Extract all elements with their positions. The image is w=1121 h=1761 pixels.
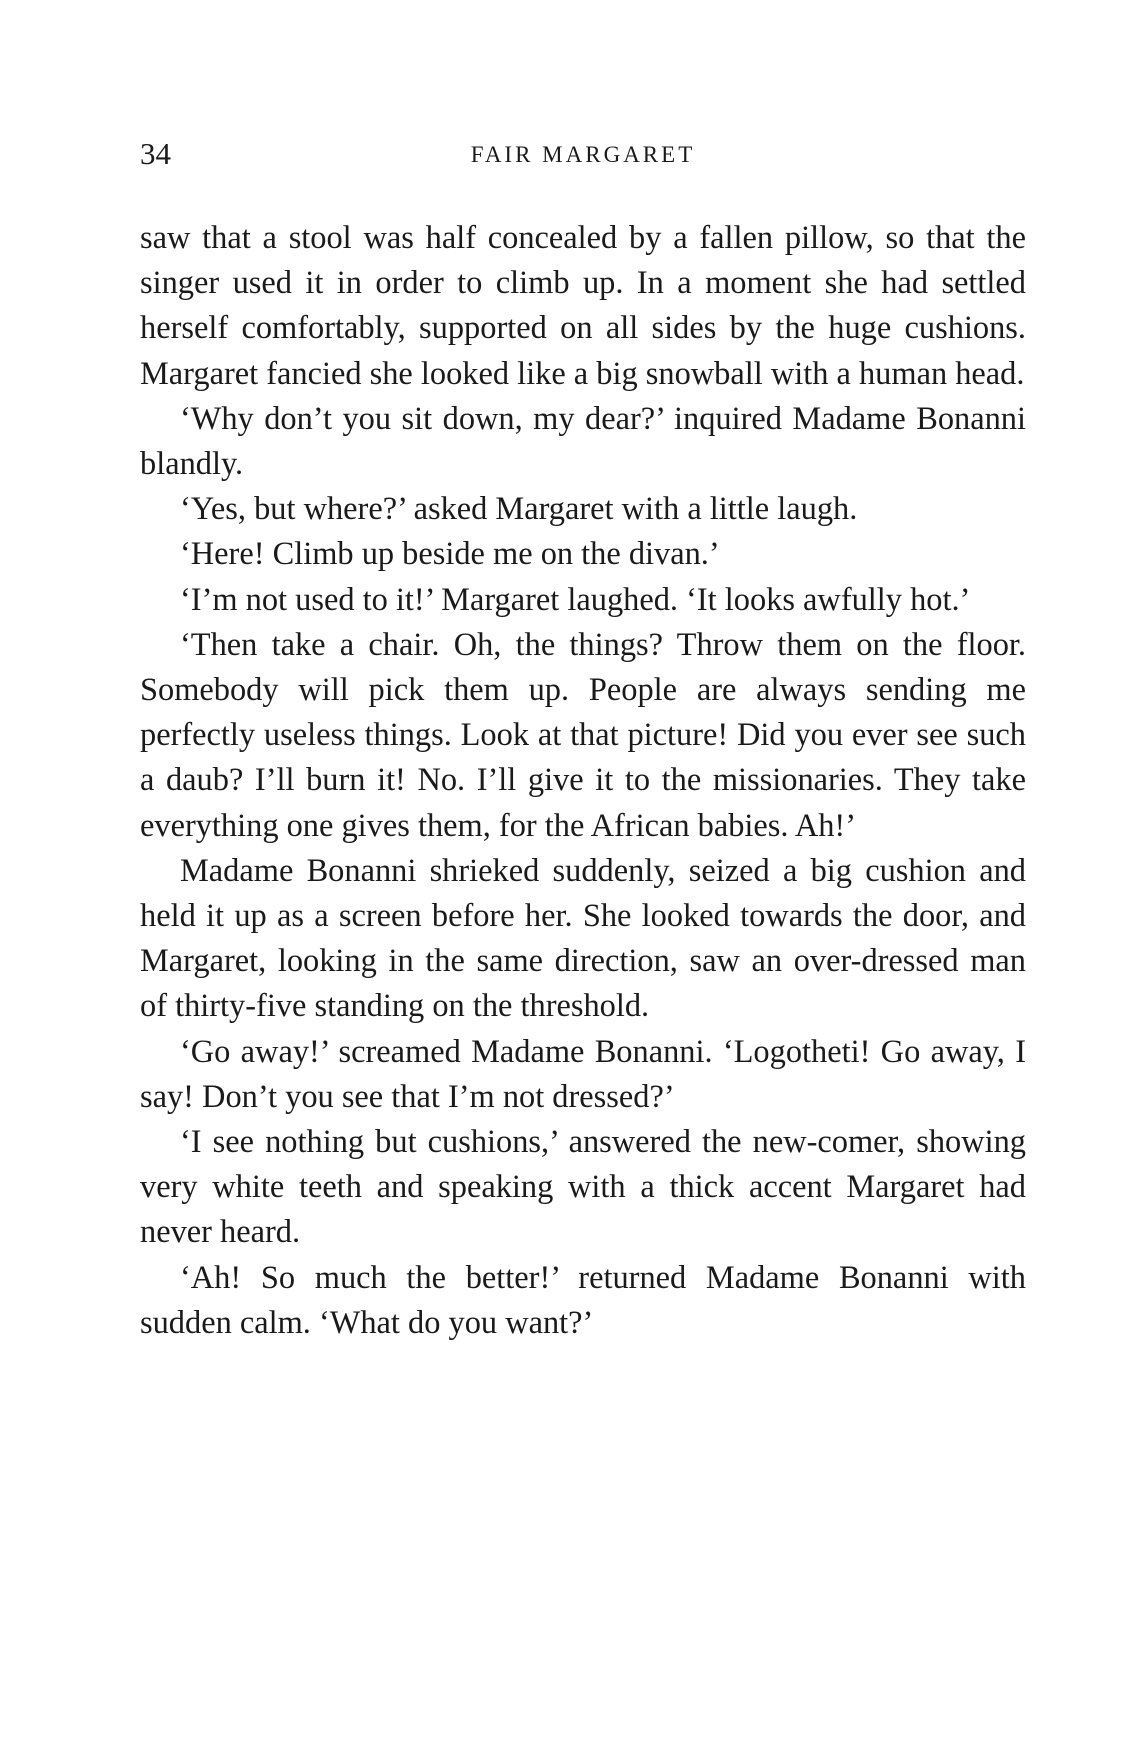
paragraph: ‘Go away!’ screamed Madame Bonanni. ‘Logotheti! Go away, I say! Don’t you see that I’m not dressed?’ bbox=[140, 1033, 1026, 1115]
paragraph: ‘Why don’t you sit down, my dear?’ inquired Madame Bonanni blandly. bbox=[140, 400, 1026, 483]
paragraph: ‘Then take a chair. Oh, the things? Throw them on the floor. Somebody will pick them up. People are always sending me perfectly useless things. Look at that picture! Did you ever see such a daub? I’ll burn it! No. I’ll give it to the missionaries. They take everything one gives them, for the African babies. Ah!’ bbox=[140, 626, 1026, 844]
paragraph: ‘Ah! So much the better!’ returned Madame Bonanni with sudden calm. ‘What do you want?’ bbox=[140, 1259, 1026, 1341]
paragraph: ‘I’m not used to it!’ Margaret laughed. ‘It looks awfully hot.’ bbox=[180, 581, 971, 618]
paragraph: ‘I see nothing but cushions,’ answered the new-comer, showing very white teeth and speaking with a thick accent Margaret had never heard. bbox=[140, 1124, 1026, 1251]
body-text bbox=[140, 216, 1026, 1346]
paragraph: Madame Bonanni shrieked suddenly, seized a big cushion and held it up as a screen before her. She looked towards the door, and Margaret, looking in the same direction, saw an over-dressed man of thirty-five standing on the threshold. bbox=[140, 852, 1026, 1025]
running-title: FAIR MARGARET bbox=[470, 142, 696, 167]
page-header bbox=[140, 134, 1026, 184]
paragraph: ‘Yes, but where?’ asked Margaret with a little laugh. bbox=[180, 491, 858, 528]
page-number: 34 bbox=[140, 136, 171, 171]
paragraph: saw that a stool was half concealed by a fallen pillow, so that the singer used it in order to climb up. In a moment she had settled herself comfortably, supported on all sides by the huge cushions. Margaret fancied she looked like a big snowball with a human head. bbox=[140, 220, 1026, 392]
paragraph: ‘Here! Climb up beside me on the divan.’ bbox=[180, 536, 720, 573]
